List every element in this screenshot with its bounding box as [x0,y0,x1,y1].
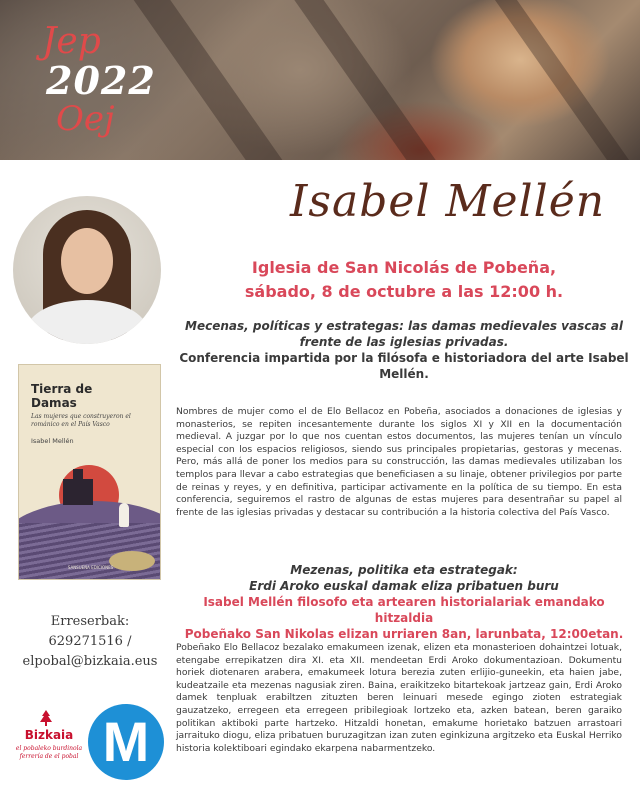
talk-title-spanish [176,318,632,382]
bizkaia-tree-icon [36,710,56,726]
speaker-portrait [13,196,161,344]
bizkaia-tagline-1: el pobaleko burdinola [15,745,83,752]
bizkaia-name: Bizkaia [24,728,74,742]
reservation-phone[interactable]: 629271516 / [48,634,132,649]
book-title: Tierra de Damas [31,382,93,410]
reservation-contact [8,612,172,672]
talk-title-eu-line2: Erdi Aroko euskal damak eliza pribatuen buru [249,579,559,593]
reservation-label: Erreserbak: [50,614,130,629]
bizkaia-tagline-2: ferrería de el pobal [19,753,79,760]
book-publisher: SANSUEÑA EDICIONES [67,565,114,570]
book-church-illustration [63,479,93,505]
description-basque: Pobeñako Elo Bellacoz bezalako emakumeen izenak, elizen eta monasterioen dohaintzei lotuak, etengabe errepikatzen dira XI. eta XII. mendeetan Erdi Aroko dokumentazioan. Dokumentu horiek diotenaren arabera, emakumeek lotura berezia zuten erlijio-guneekin, eta haien jabe, kudeatzaile eta mezenas nagusiak ziren. Baina, eraikitzeko bitartekoak jartzeaz gain, Erdi Aroko damek tenpluak erabiltzen zituzten beren leinuari mesede egingo zioten estrategiak gauzatzeko, erregeen eta erregeen pribilegioak lortzeko eta, azken batean, beren garaiko politikan aktiboki parte hartzeko. Hitzaldi honetan, emakume horietako batzuen arrastoari jarraituko diogu, eliza pribatuen buruzagitzan izan zuten eginkizuna argitzeko eta Euskal Herriko historia kolektiboari egindako ekarpena nabarmentzeko. [176,642,622,754]
description-spanish: Nombres de mujer como el de Elo Bellacoz en Pobeña, asociados a donaciones de iglesias y monasterios, se repiten incesantemente durante los siglos XI y XII en la documentación medieval. A juzgar por lo que nos cuentan estos documentos, las mujeres tenían un vínculo especial con los espacios religiosos, siendo sus principales propietarias, gestoras y mecenas. Pero, más allá de poner los medios para su construcción, las damas medievales utilizaban los templos para llevar a cabo estrategias que beneficiasen a su linaje, obtener privilegios por parte de reinas y reyes, y en definitiva, participar activamente en la política de su tiempo. En esta conferencia, seguiremos el rastro de algunas de estas mujeres para desentrañar su papel al frente de las iglesias privadas y destacar su contribución a la historia colectiva del País Vasco. [176,406,622,518]
bizkaia-logo [12,710,86,770]
talk-title-eu-line1: Mezenas, politika eta estrategak: [290,563,518,577]
jep-logo-top: Jep [42,21,101,62]
event-datetime: sábado, 8 de octubre a las 12:00 h. [244,282,564,301]
event-venue [176,256,632,304]
talk-subtitle-eu-line1: Isabel Mellén filosofo eta artearen historialariak emandako hitzaldia [203,595,605,625]
m-logo: M [88,704,164,780]
jep-logo-year: 2022 [46,58,156,103]
jep-logo [40,21,156,142]
jep-logo-bottom: Oej [56,99,115,139]
book-author: Isabel Mellén [31,437,74,445]
talk-subtitle-es: Conferencia impartida por la filósofa e historiadora del arte Isabel Mellén. [179,351,629,381]
book-figure-illustration [119,503,129,527]
speaker-signature: Isabel Mellén [290,176,606,227]
reservation-email[interactable]: elpobal@bizkaia.eus [22,654,158,669]
book-cover [18,364,161,580]
talk-title-es: Mecenas, políticas y estrategas: las damas medievales vascas al frente de las iglesias privadas. [185,319,623,349]
event-venue-line1: Iglesia de San Nicolás de Pobeña, [251,258,557,277]
header-banner [0,0,640,160]
talk-title-basque [176,562,632,642]
talk-subtitle-eu-line2: Pobeñako San Nikolas elizan urriaren 8an, larunbata, 12:00etan. [184,627,624,641]
book-subtitle: Las mujeres que construyeron el románico en el País Vasco [31,413,131,428]
